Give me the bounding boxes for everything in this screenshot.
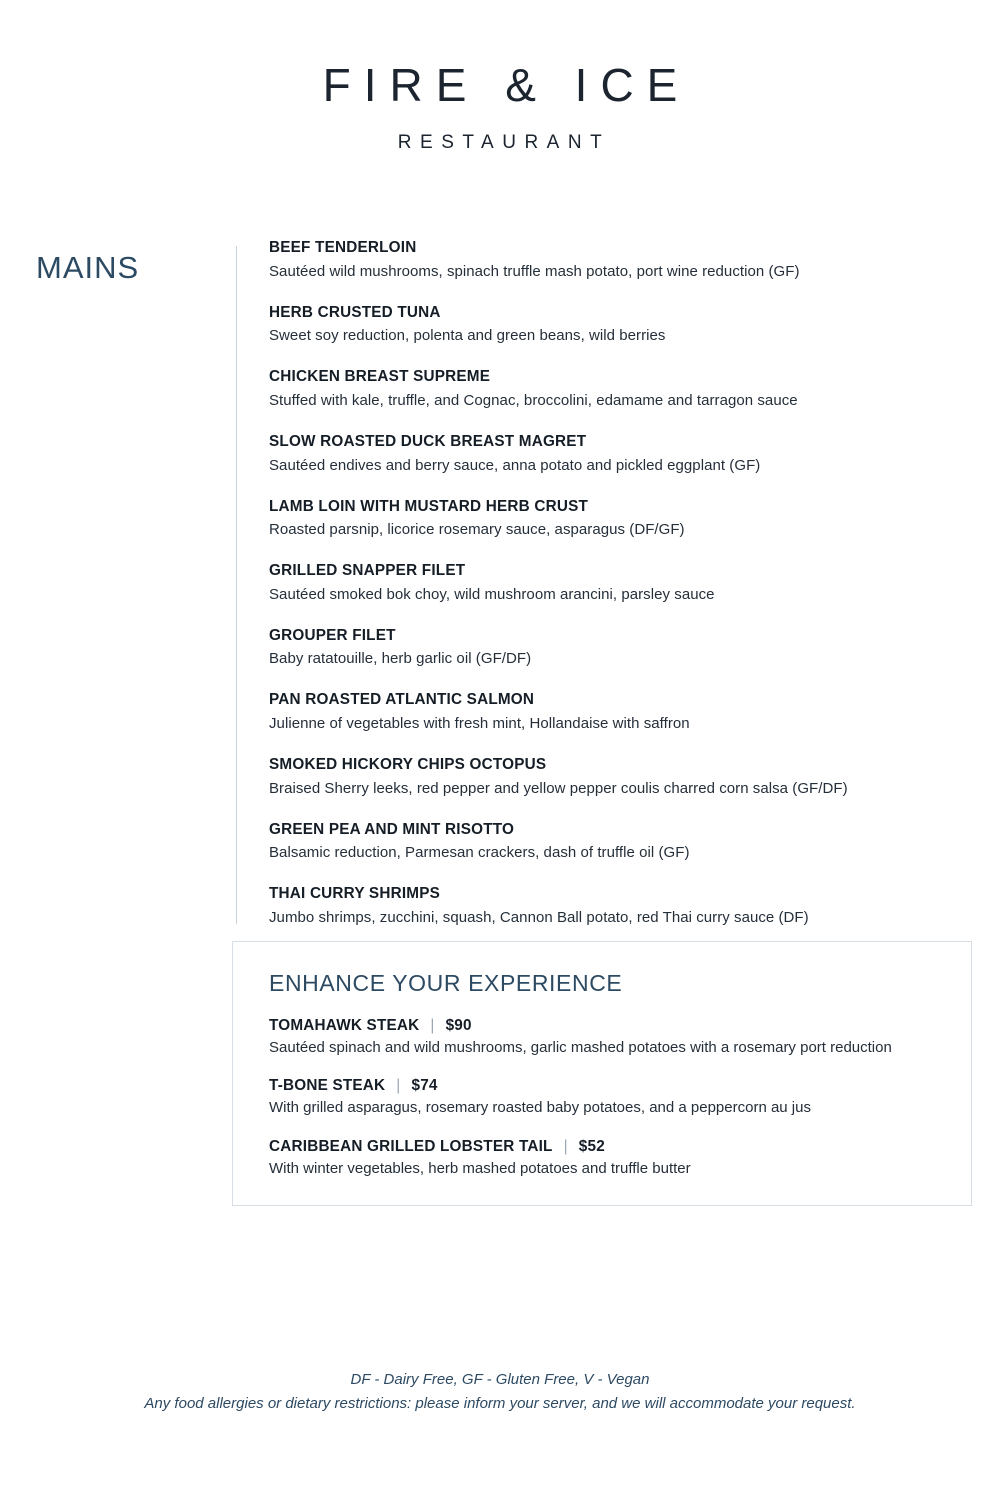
vertical-divider: [236, 246, 237, 924]
menu-item-list: [269, 238, 969, 928]
menu-item-description: Sautéed wild mushrooms, spinach truffle mash potato, port wine reduction (GF): [269, 262, 800, 280]
menu-item: [269, 497, 969, 541]
menu-item-name: HERB CRUSTED TUNA: [269, 303, 441, 321]
menu-item-description: Sautéed smoked bok choy, wild mushroom arancini, parsley sauce: [269, 585, 715, 603]
menu-item-name: GRILLED SNAPPER FILET: [269, 562, 466, 580]
menu-item: [269, 367, 969, 411]
menu-item: [269, 432, 969, 476]
menu-item-name: LAMB LOIN WITH MUSTARD HERB CRUST: [269, 497, 589, 515]
menu-item-description: Balsamic reduction, Parmesan crackers, dash of truffle oil (GF): [269, 844, 690, 862]
enhance-your-experience-box: [232, 941, 972, 1206]
enhance-item-head: [269, 1017, 935, 1035]
menu-item-description: Roasted parsnip, licorice rosemary sauce, asparagus (DF/GF): [269, 521, 685, 539]
enhance-item: [269, 1017, 935, 1058]
menu-item: [269, 238, 969, 282]
menu-item-name: SMOKED HICKORY CHIPS OCTOPUS: [269, 756, 547, 774]
enhance-item: [269, 1138, 935, 1179]
menu-item-name: THAI CURRY SHRIMPS: [269, 885, 441, 903]
allergy-note: Any food allergies or dietary restrictions: please inform your server, and we will accommodate your request.: [144, 1395, 856, 1412]
enhance-item-name: TOMAHAWK STEAK: [269, 1017, 420, 1034]
enhance-item-price: $52: [578, 1137, 605, 1155]
enhance-item-description: Sautéed spinach and wild mushrooms, garlic mashed potatoes with a rosemary port reduction: [269, 1039, 892, 1056]
menu-item-description: Braised Sherry leeks, red pepper and yellow pepper coulis charred corn salsa (GF/DF): [269, 779, 848, 797]
menu-item-name: GROUPER FILET: [269, 626, 396, 644]
menu-item-name: CHICKEN BREAST SUPREME: [269, 368, 491, 386]
restaurant-subtitle: RESTAURANT: [397, 132, 611, 153]
enhance-title: ENHANCE YOUR EXPERIENCE: [269, 970, 623, 996]
menu-item-description: Baby ratatouille, herb garlic oil (GF/DF): [269, 650, 532, 668]
price-separator: |: [563, 1137, 568, 1155]
menu-item-name: BEEF TENDERLOIN: [269, 239, 417, 256]
section-title: MAINS: [36, 250, 140, 285]
enhance-item-name: CARIBBEAN GRILLED LOBSTER TAIL: [269, 1137, 553, 1155]
menu-item: [269, 884, 969, 928]
enhance-item-price: $74: [411, 1077, 438, 1095]
mains-section: [0, 238, 1000, 949]
dietary-legend: DF - Dairy Free, GF - Gluten Free, V - Vegan: [350, 1371, 650, 1388]
enhance-item-head: [269, 1138, 935, 1156]
enhance-item-head: [269, 1077, 935, 1095]
price-separator: |: [396, 1077, 401, 1095]
menu-item-description: Stuffed with kale, truffle, and Cognac, broccolini, edamame and tarragon sauce: [269, 391, 798, 409]
menu-header: [0, 0, 1000, 154]
menu-item-description: Jumbo shrimps, zucchini, squash, Cannon Ball potato, red Thai curry sauce (DF): [269, 909, 809, 927]
enhance-item-description: With grilled asparagus, rosemary roasted baby potatoes, and a peppercorn au jus: [269, 1099, 811, 1117]
menu-item-name: GREEN PEA AND MINT RISOTTO: [269, 820, 515, 838]
menu-item-description: Sweet soy reduction, polenta and green beans, wild berries: [269, 327, 666, 345]
enhance-item-name: T-BONE STEAK: [269, 1077, 386, 1095]
menu-item: [269, 755, 969, 799]
enhance-item-description: With winter vegetables, herb mashed potatoes and truffle butter: [269, 1159, 691, 1177]
menu-item: [269, 561, 969, 605]
menu-item: [269, 626, 969, 670]
enhance-item-price: $90: [445, 1017, 472, 1034]
menu-item-name: SLOW ROASTED DUCK BREAST MAGRET: [269, 432, 587, 450]
restaurant-name: FIRE & ICE: [322, 59, 691, 111]
menu-item-description: Julienne of vegetables with fresh mint, Hollandaise with saffron: [269, 715, 690, 733]
menu-item: [269, 690, 969, 734]
menu-item-description: Sautéed endives and berry sauce, anna potato and pickled eggplant (GF): [269, 456, 761, 474]
enhance-item: [269, 1077, 935, 1118]
menu-item: [269, 303, 969, 347]
menu-item: [269, 820, 969, 864]
price-separator: |: [430, 1017, 435, 1034]
menu-footer: [0, 1368, 1000, 1416]
menu-item-name: PAN ROASTED ATLANTIC SALMON: [269, 691, 535, 709]
